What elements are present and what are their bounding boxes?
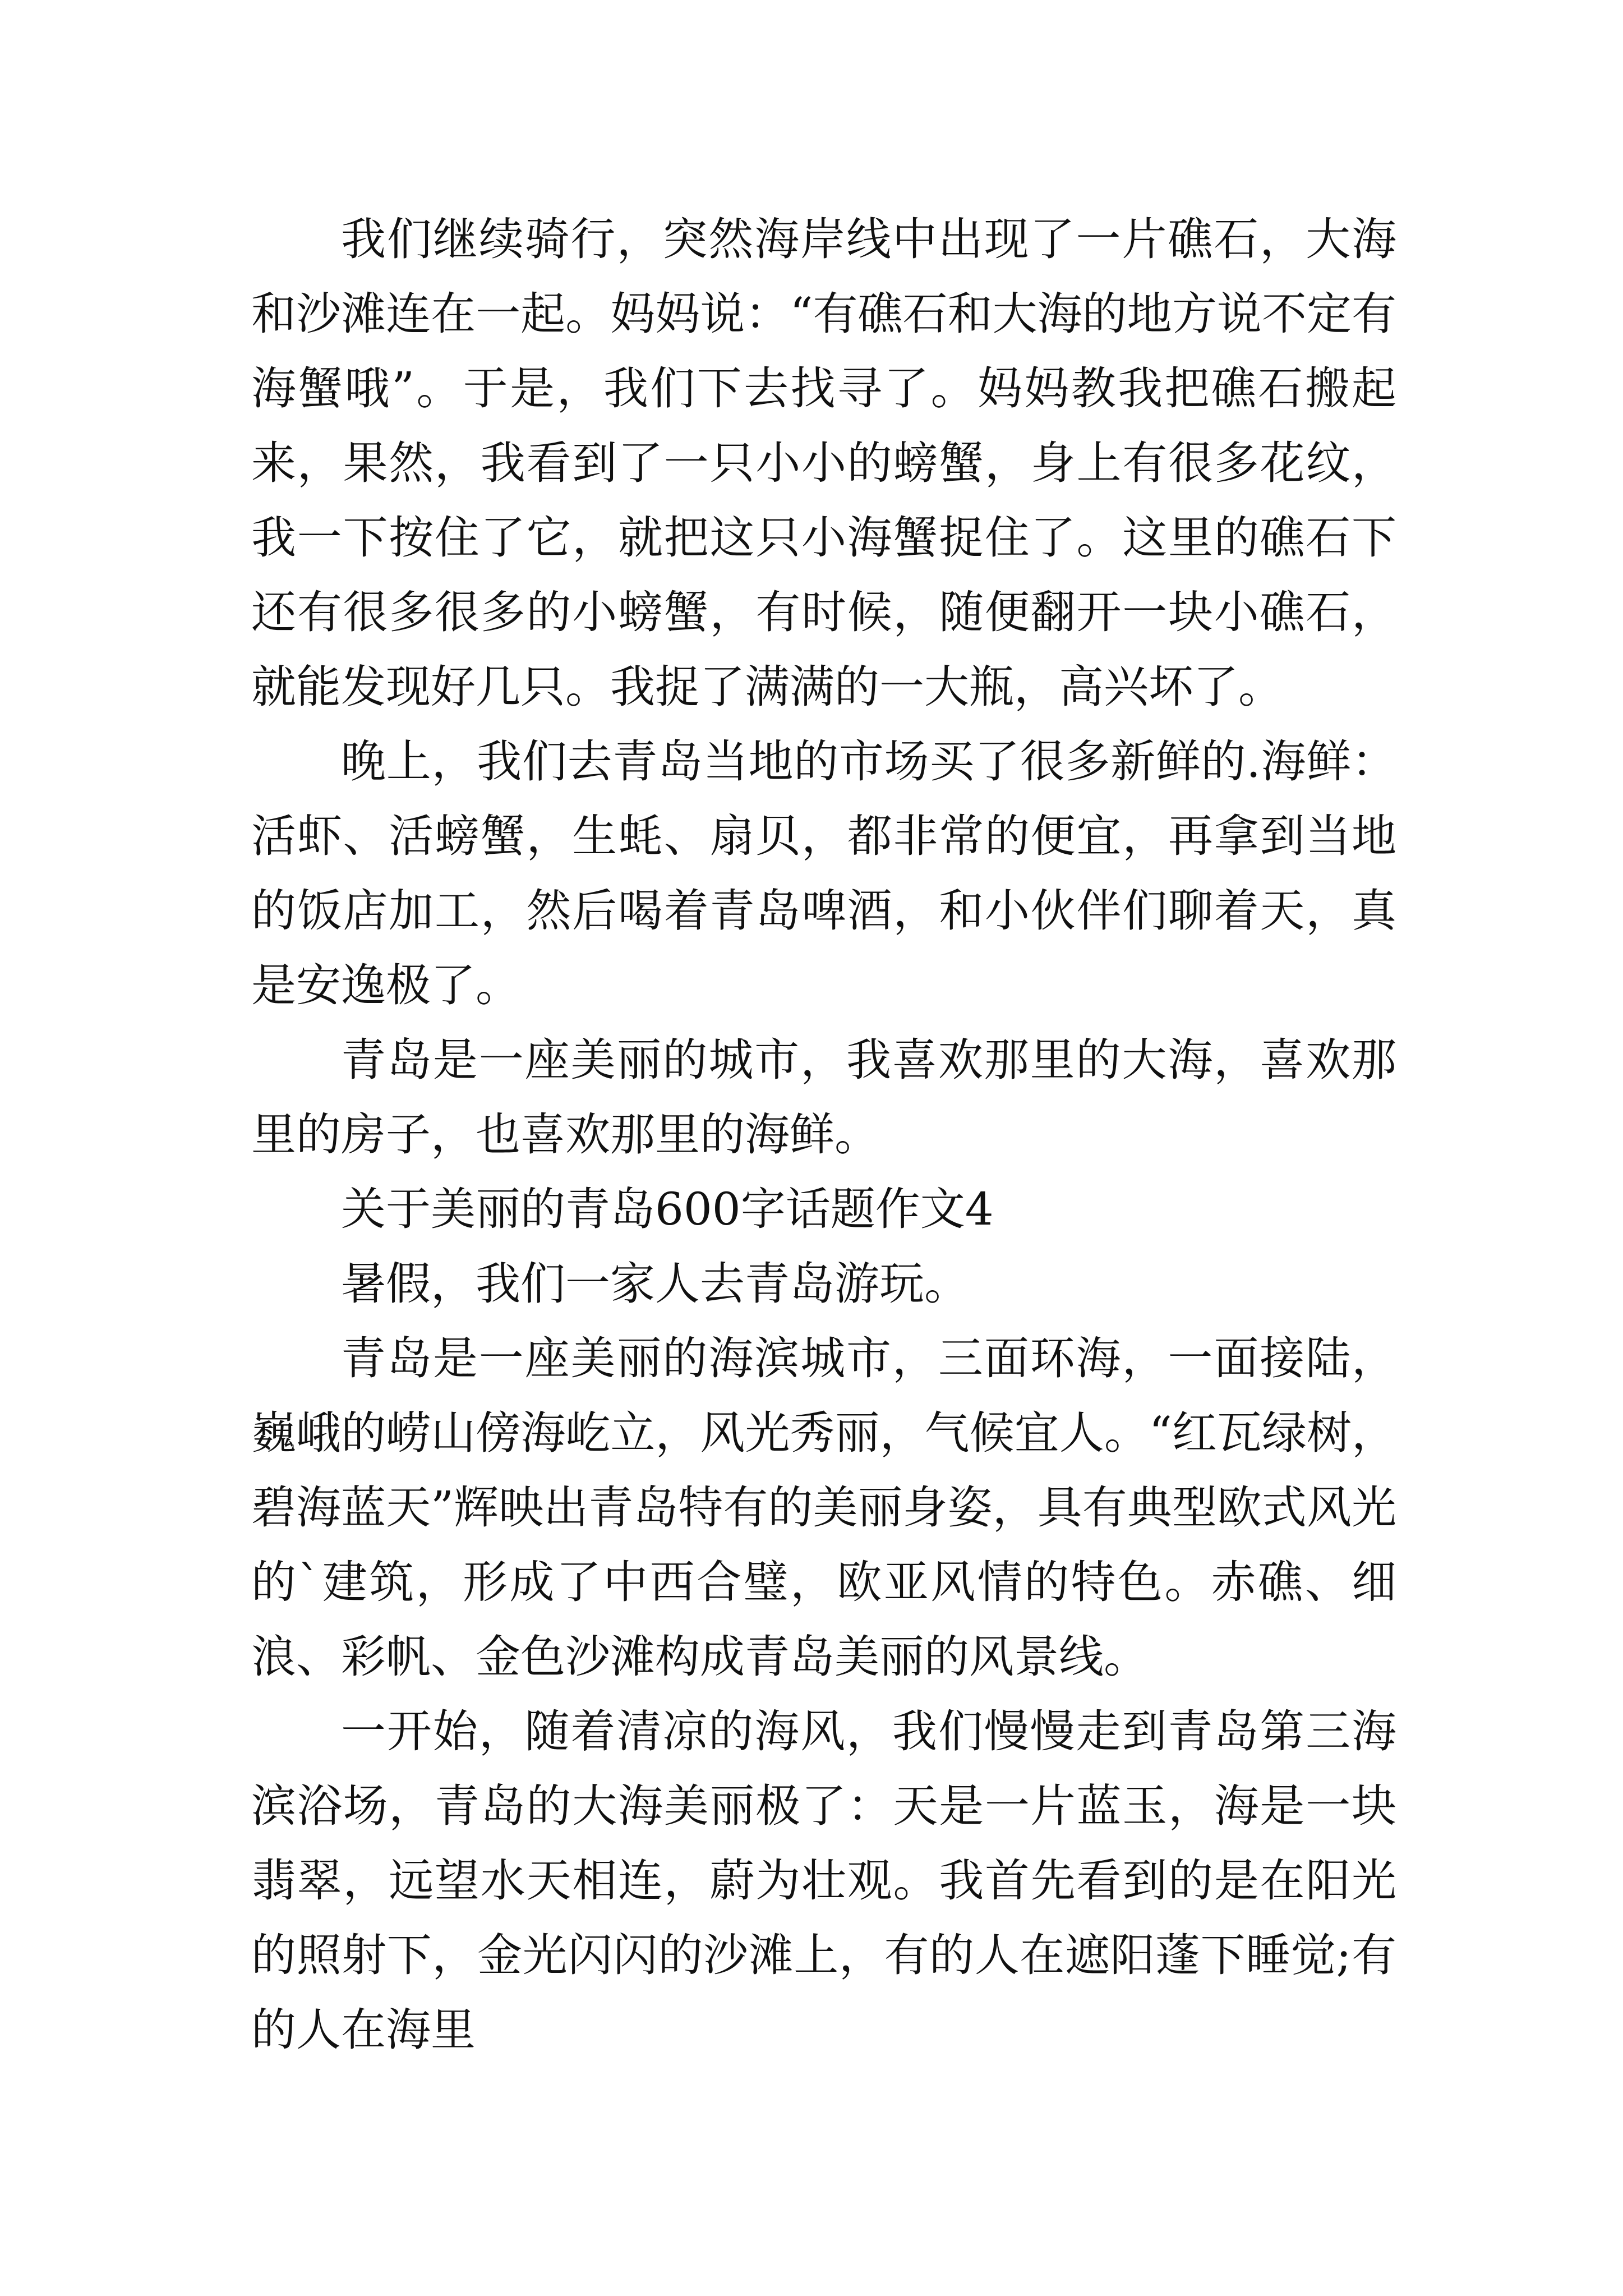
paragraph-city-summary: 青岛是一座美丽的城市，我喜欢那里的大海，喜欢那里的房子，也喜欢那里的海鲜。 [251, 1034, 1396, 1161]
document-body [251, 202, 1396, 2067]
paragraph-beach-visit: 一开始，随着清凉的海风，我们慢慢走到青岛第三海滨浴场，青岛的大海美丽极了：天是一片蓝玉，海是一块翡翠，远望水天相连，蔚为壮观。我首先看到的是在阳光的照射下，金光闪闪的沙滩上，有的人在遮阳蓬下睡觉;有的人在海里 [251, 1705, 1396, 2056]
paragraph-crab-hunting: 我们继续骑行，突然海岸线中出现了一片礁石，大海和沙滩连在一起。妈妈说：“有礁石和大海的地方说不定有海蟹哦”。于是，我们下去找寻了。妈妈教我把礁石搬起来，果然，我看到了一只小小的螃蟹，身上有很多花纹，我一下按住了它，就把这只小海蟹捉住了。这里的礁石下还有很多很多的小螃蟹，有时候，随便翻开一块小礁石，就能发现好几只。我捉了满满的一大瓶，高兴坏了。 [251, 213, 1396, 713]
paragraph-seafood-dinner: 晚上，我们去青岛当地的市场买了很多新鲜的.海鲜：活虾、活螃蟹，生蚝、扇贝，都非常的便宜，再拿到当地的饭店加工，然后喝着青岛啤酒，和小伙伴们聊着天，真是安逸极了。 [251, 735, 1396, 1011]
paragraph-summer-trip: 暑假，我们一家人去青岛游玩。 [341, 1258, 969, 1310]
essay-heading: 关于美丽的青岛600字话题作文4 [341, 1183, 994, 1235]
paragraph-city-description: 青岛是一座美丽的海滨城市，三面环海，一面接陆，巍峨的崂山傍海屹立，风光秀丽，气候宜人。“红瓦绿树，碧海蓝天”辉映出青岛特有的美丽身姿，具有典型欧式风光的`建筑，形成了中西合璧，欧亚风情的特色。赤礁、细浪、彩帆、金色沙滩构成青岛美丽的风景线。 [251, 1332, 1396, 1683]
